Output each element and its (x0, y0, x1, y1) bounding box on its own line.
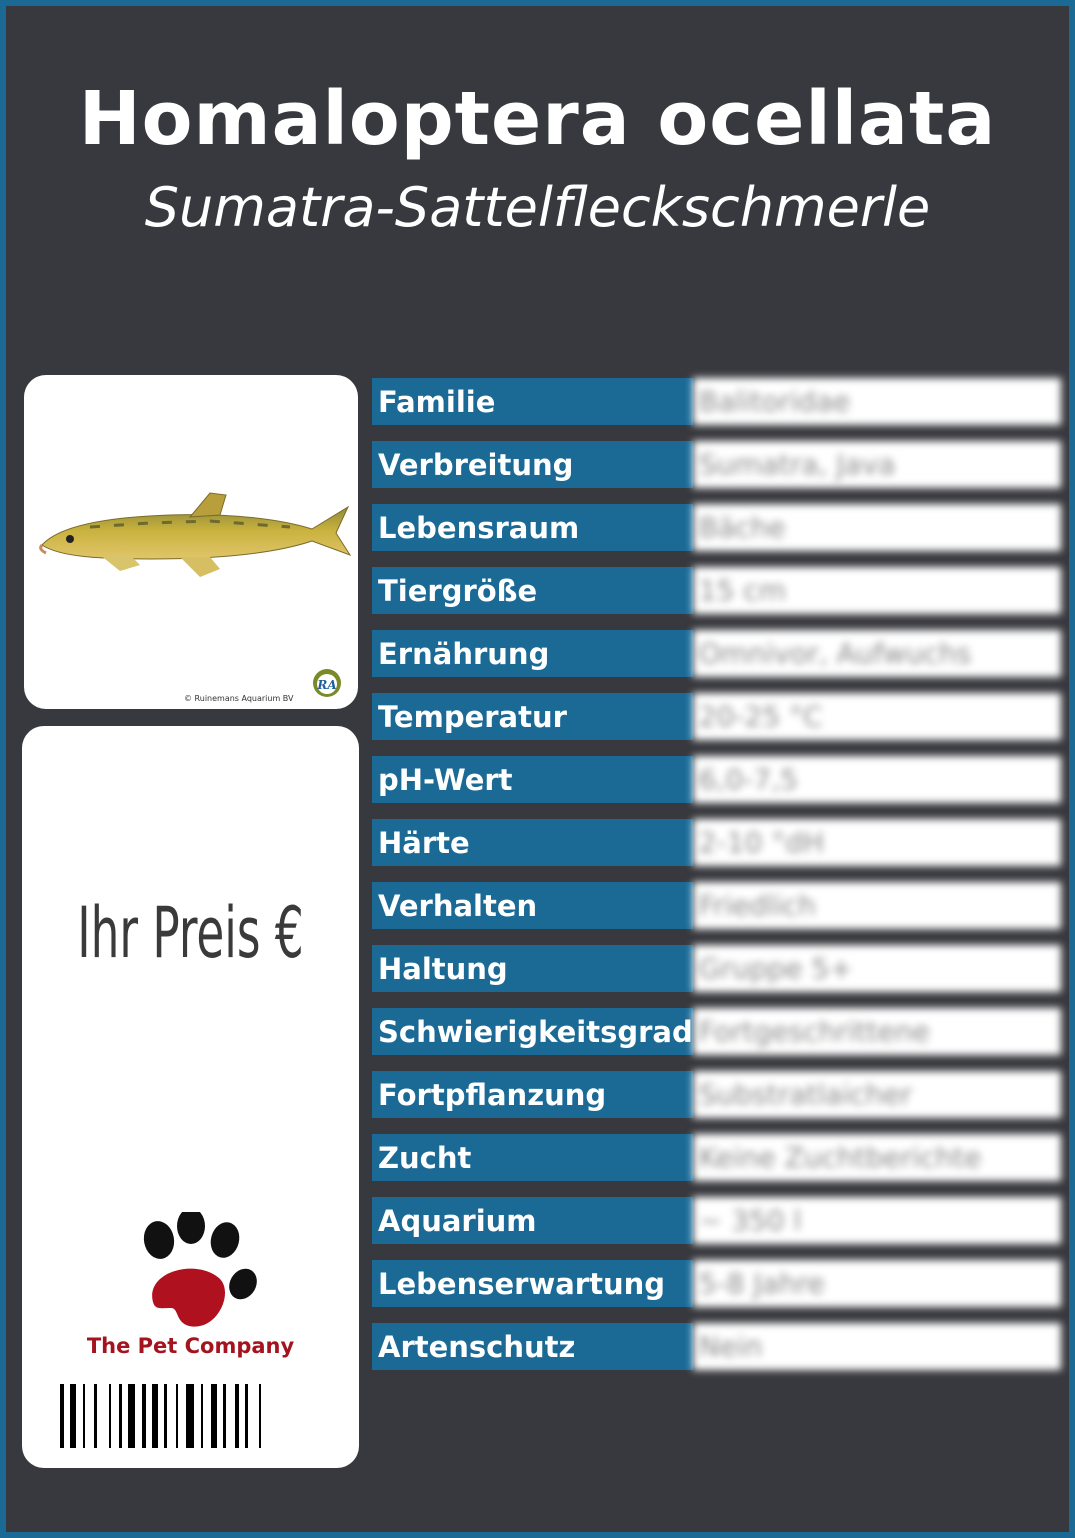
fact-row (372, 441, 1061, 488)
fact-label: Lebensraum (372, 504, 693, 551)
barcode-bar (152, 1384, 158, 1448)
fact-value: Friedlich (693, 882, 1061, 929)
barcode-bar (60, 1384, 64, 1448)
fact-label: Härte (372, 819, 693, 866)
barcode-bar (235, 1384, 239, 1448)
fact-value: 6,0-7,5 (693, 756, 1061, 803)
fact-row (372, 1071, 1061, 1118)
fact-row (372, 567, 1061, 614)
barcode-bar (176, 1384, 178, 1448)
fact-row (372, 630, 1061, 677)
paw-logo-icon (135, 1212, 257, 1334)
fact-value: 20-25 °C (693, 693, 1061, 740)
fact-value: Keine Zuchtberichte (693, 1134, 1061, 1181)
fact-value: Sumatra, Java (693, 441, 1061, 488)
fact-label: Zucht (372, 1134, 693, 1181)
fact-value: Balitoridae (693, 378, 1061, 425)
fact-label: Lebenserwartung (372, 1260, 693, 1307)
barcode-icon (60, 1384, 340, 1448)
fact-value: 2-10 °dH (693, 819, 1061, 866)
fact-value: 15 cm (693, 567, 1061, 614)
species-card (6, 6, 1069, 1532)
fact-row (372, 1197, 1061, 1244)
barcode-bar (164, 1384, 167, 1448)
fact-label: Schwierigkeitsgrad (372, 1008, 693, 1055)
fact-row (372, 1008, 1061, 1055)
photo-copyright: © Ruinemans Aquarium BV (184, 694, 294, 703)
fact-row (372, 756, 1061, 803)
fact-row (372, 693, 1061, 740)
fact-label: Ernährung (372, 630, 693, 677)
barcode-bar (186, 1384, 194, 1448)
fish-photo-panel (24, 375, 358, 709)
fact-row (372, 1134, 1061, 1181)
fact-value: ~ 350 l (693, 1197, 1061, 1244)
species-common-name: Sumatra-Sattelfleckschmerle (144, 176, 931, 239)
barcode-bar (70, 1384, 76, 1448)
price-label: Ihr Preis € (77, 892, 304, 974)
fact-row (372, 882, 1061, 929)
fact-label: Tiergröße (372, 567, 693, 614)
fact-row (372, 378, 1061, 425)
barcode-bar (94, 1384, 97, 1448)
ra-logo-icon (312, 668, 342, 698)
fact-label: Temperatur (372, 693, 693, 740)
barcode-bar (245, 1384, 248, 1448)
barcode-bar (119, 1384, 122, 1448)
barcode-bar (83, 1384, 85, 1448)
fact-value: Gruppe 5+ (693, 945, 1061, 992)
company-name: The Pet Company (86, 1334, 295, 1358)
barcode-bar (142, 1384, 146, 1448)
fact-value: Fortgeschrittene (693, 1008, 1061, 1055)
fact-value: Substratlaicher (693, 1071, 1061, 1118)
barcode-bar (128, 1384, 135, 1448)
fact-label: Artenschutz (372, 1323, 693, 1370)
fact-row (372, 819, 1061, 866)
barcode-bar (109, 1384, 111, 1448)
fact-value: Omnivor, Aufwuchs (693, 630, 1061, 677)
barcode-bar (211, 1384, 217, 1448)
fact-label: pH-Wert (372, 756, 693, 803)
fact-label: Aquarium (372, 1197, 693, 1244)
fact-row (372, 504, 1061, 551)
svg-text:RA: RA (317, 678, 337, 692)
fact-value: 5-8 Jahre (693, 1260, 1061, 1307)
fact-value: Bäche (693, 504, 1061, 551)
fact-label: Fortpflanzung (372, 1071, 693, 1118)
fact-label: Verhalten (372, 882, 693, 929)
fact-row (372, 1323, 1061, 1370)
fact-label: Haltung (372, 945, 693, 992)
barcode-bar (201, 1384, 203, 1448)
fish-image (30, 485, 352, 585)
barcode-bar (259, 1384, 261, 1448)
fact-label: Verbreitung (372, 441, 693, 488)
facts-table (372, 362, 1061, 1386)
species-title: Homaloptera ocellata (78, 76, 997, 162)
fact-value: Nein (693, 1323, 1061, 1370)
barcode-bar (223, 1384, 226, 1448)
price-panel (22, 726, 359, 1468)
fact-row (372, 945, 1061, 992)
fact-label: Familie (372, 378, 693, 425)
fact-row (372, 1260, 1061, 1307)
